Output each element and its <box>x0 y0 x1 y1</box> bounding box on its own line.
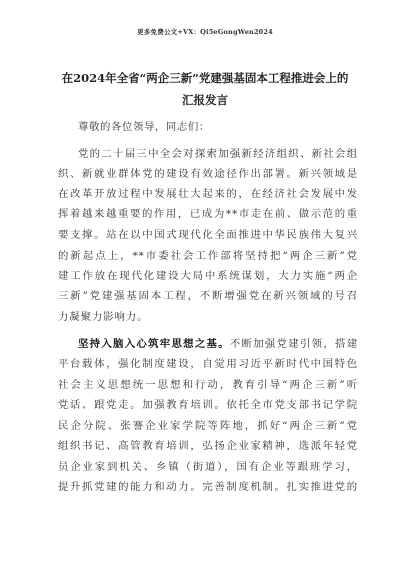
paragraph1-line: 力凝聚力影响力。 <box>58 311 149 323</box>
greeting: 尊敬的各位领导，同志们： <box>78 121 210 133</box>
paragraph1-line: 在改革开放过程中发展壮大起来的，在经济社会发展中发 <box>58 188 358 200</box>
paragraph1-line: 挥着越来越重要的作用，已成为**市走在前、做示范的重 <box>58 208 358 220</box>
paragraph1-line: 党的二十届三中全会对探索加强新经济组织、新社会组 <box>78 148 358 160</box>
paragraph1-line: 建工作放在现代化建设大局中系统谋划，大力实施“两企 <box>58 270 358 282</box>
document-title-line-1: 在2024年全省“两企三新”党建强基固本工程推进会上的 <box>61 71 349 85</box>
paragraph1-line: 要支撑。站在以中国式现代化全面推进中华民族伟大复兴 <box>58 229 358 241</box>
paragraph2-line: 民企分院、张謇企业家学院等阵地，抓好“两企三新”党 <box>58 420 358 432</box>
document-title-line-2: 汇报发言 <box>182 93 228 107</box>
paragraph1-line: 织、新就业群体党的建设有效途径作出部署。新兴领域是 <box>58 168 358 180</box>
paragraph1-line: 三新”党建强基固本工程，不断增强党在新兴领域的号召 <box>58 290 358 302</box>
paragraph2-line: 组织书记、高管教育培训，弘扬企业家精神，选派年轻党 <box>58 440 358 452</box>
paragraph2-line: 党话、跟党走。加强教育培训。依托全市党支部书记学院 <box>58 399 358 411</box>
paragraph2-line: 平台载体，强化制度建设，自觉用习近平新时代中国特色 <box>58 358 358 370</box>
paragraph2-bold-lead: 坚持入脑入心筑牢思想之基。 <box>78 338 230 350</box>
paragraph1-line: 的新起点上，**市委社会工作部将坚持把“两企三新”党 <box>58 250 358 262</box>
header-note: 更多免费公文+VX：Qi5eGongWen2024 <box>137 28 273 36</box>
paragraph2-first-line <box>78 338 358 350</box>
paragraph2-line: 员企业家到机关、乡镇（街道），国有企业等跟班学习， <box>58 461 358 473</box>
paragraph2-line: 提升抓党建的能力和动力。完善制度机制。扎实推进党的 <box>58 481 358 493</box>
paragraph2-first-line-rest: 不断加强党建引领，搭建 <box>229 338 358 350</box>
paragraph2-line: 社会主义思想统一思想和行动，教育引导“两企三新”听 <box>58 379 358 391</box>
